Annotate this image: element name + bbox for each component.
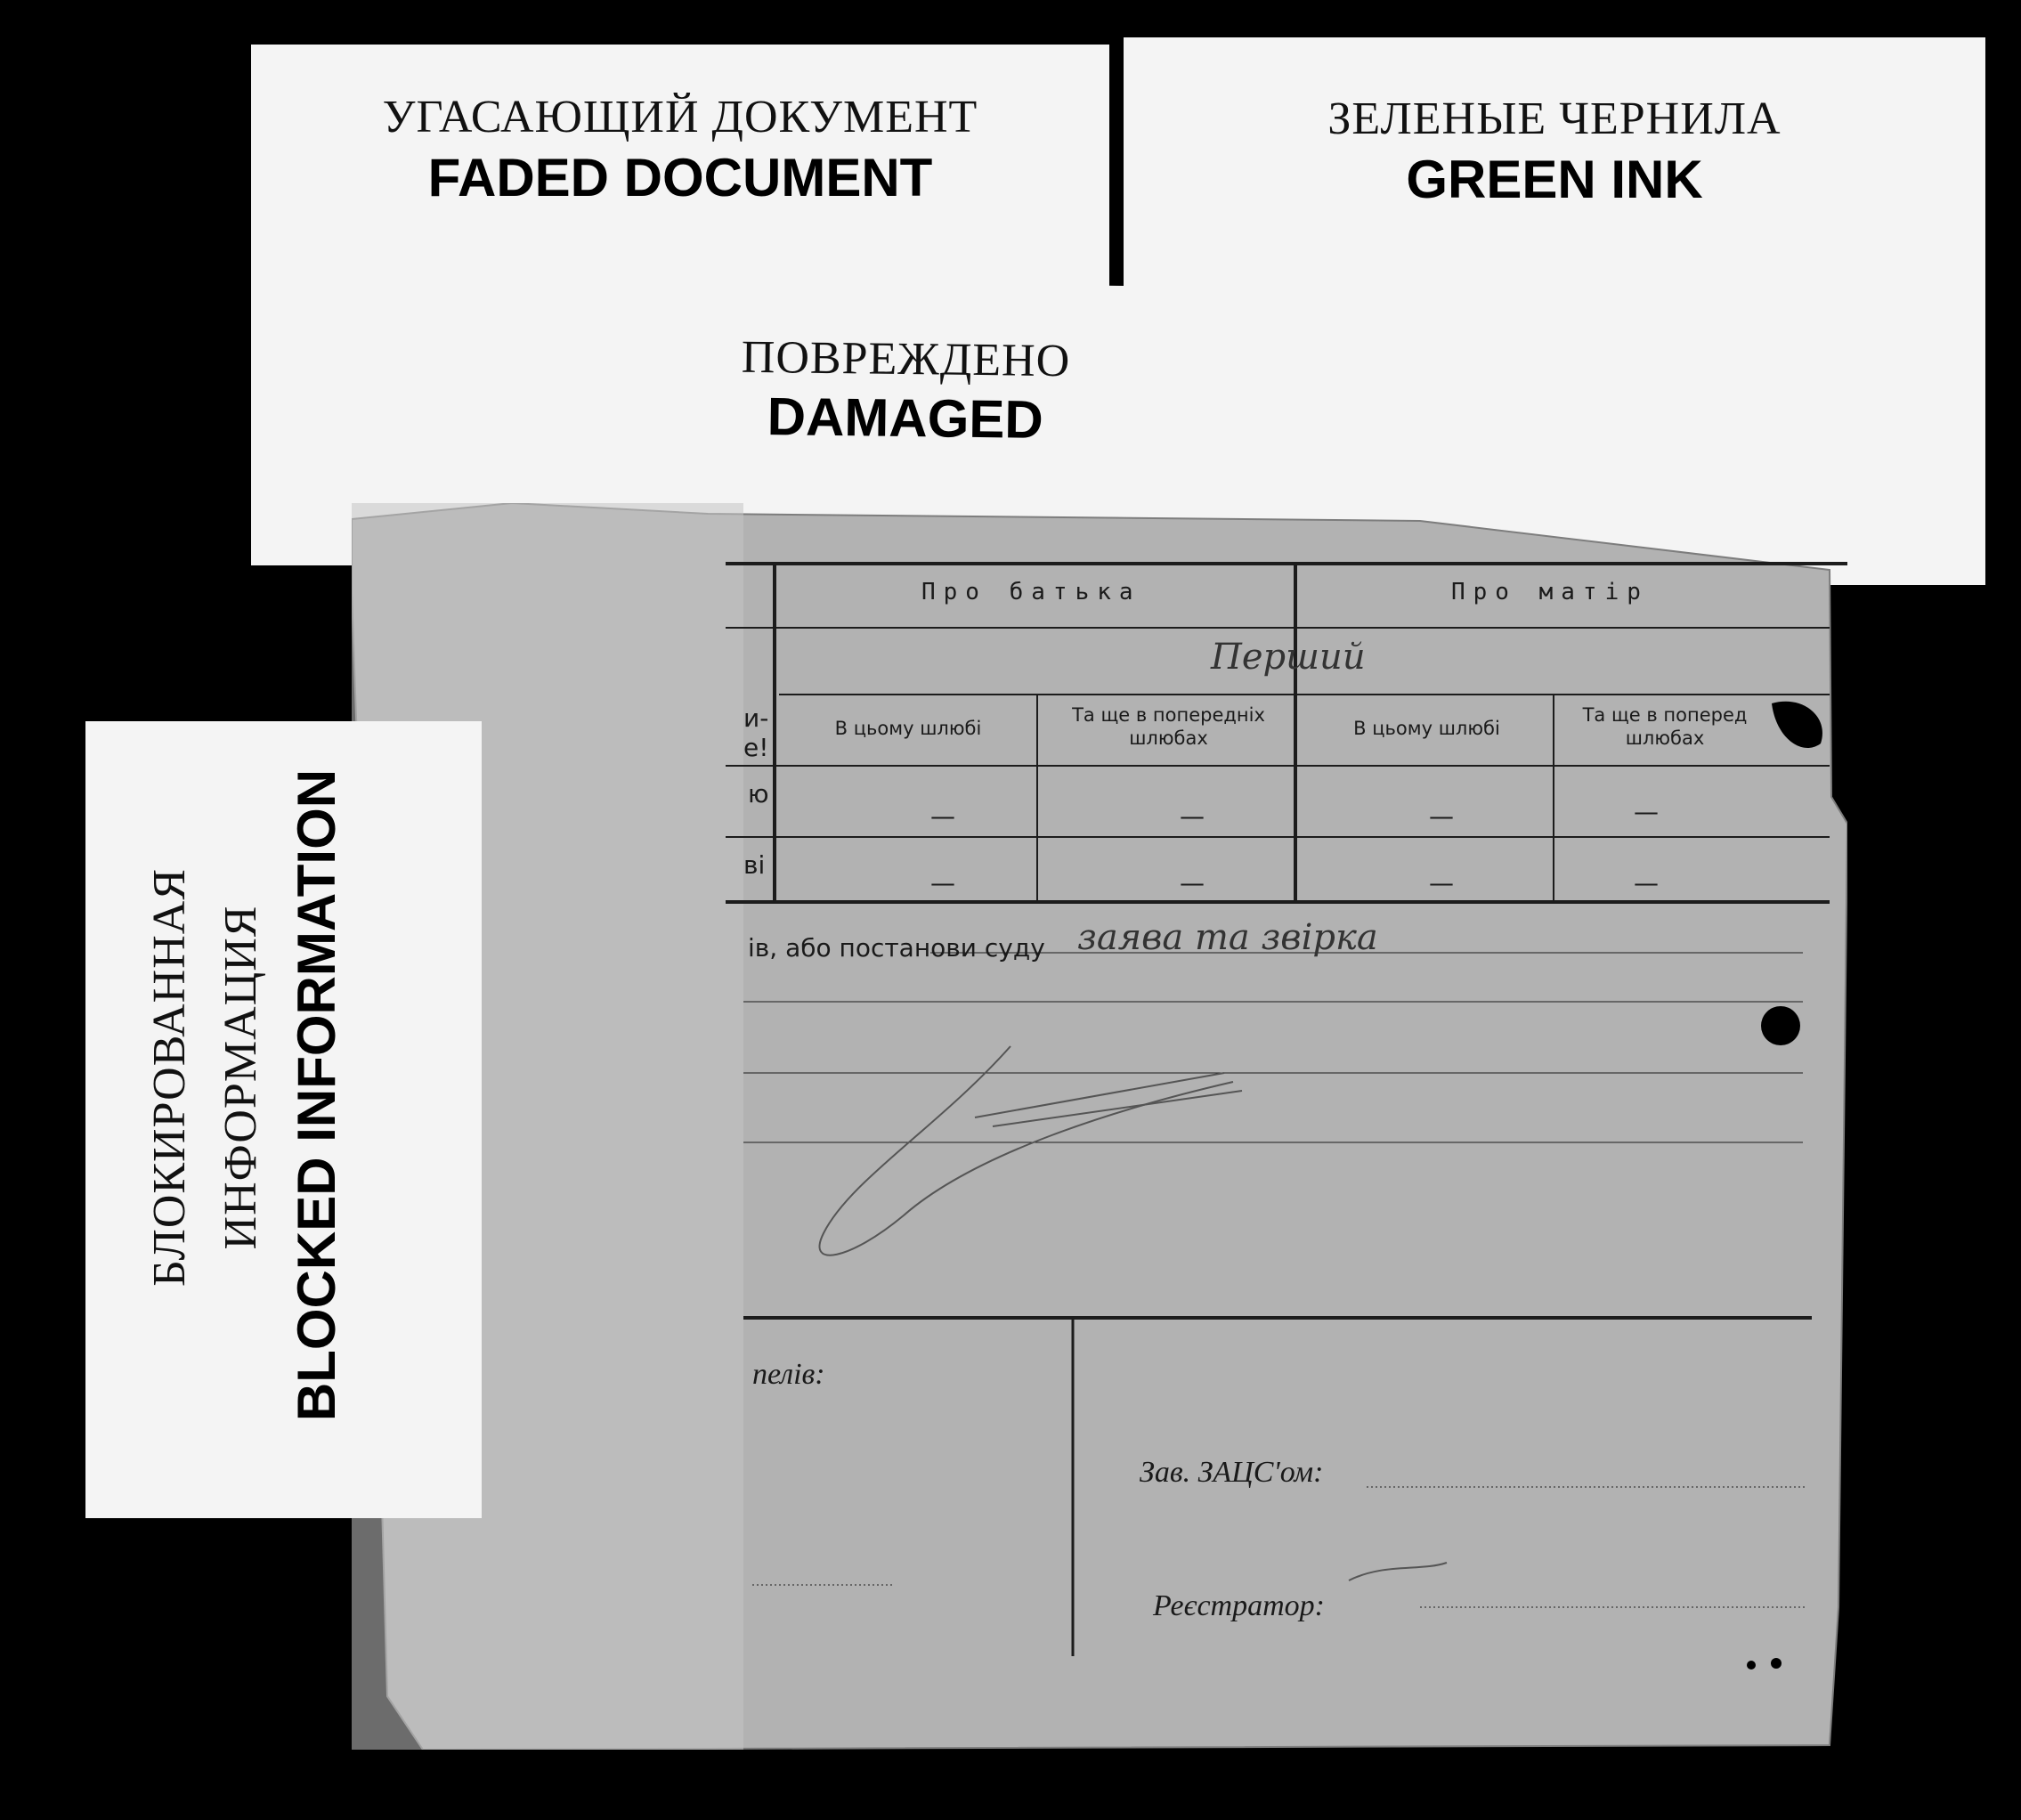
dash-8: — (1634, 868, 1659, 898)
faded-label-ru: УГАСАЮЩИЙ ДОКУМЕНТ (382, 92, 978, 142)
blocked-label-ru-1: БЛОКИРОВАННАЯ (144, 867, 195, 1288)
witnesses-label: пелів: (752, 1358, 825, 1391)
row-label-2: ві (743, 850, 766, 880)
dash-2: — (1180, 801, 1205, 831)
dash-6: — (1180, 868, 1205, 898)
col-mother-this-marriage: В цьому шлюбі (1353, 718, 1500, 739)
dash-3: — (1429, 801, 1454, 831)
dash-1: — (930, 801, 955, 831)
row-label-1: ю (748, 779, 769, 808)
dash-4: — (1634, 797, 1659, 826)
green-label-ru: ЗЕЛЕНЫЕ ЧЕРНИЛА (1327, 93, 1782, 144)
mother-header: Про матір (1451, 579, 1649, 605)
document-page (352, 503, 1847, 1750)
fragment-2: е! (743, 733, 769, 762)
col-father-this-marriage: В цьому шлюбі (834, 718, 982, 739)
handwritten-first: Перший (1211, 637, 1366, 678)
court-line-label: ів, або постанови суду (748, 933, 1045, 963)
dash-7: — (1429, 868, 1454, 898)
blocked-label-ru-2: ИНФОРМАЦИЯ (215, 905, 266, 1250)
col-mother-previous: Та ще в поперед шлюбах (1582, 704, 1748, 749)
document-page-shape (352, 503, 1847, 1750)
blocked-information-label (85, 721, 482, 1518)
dash-5: — (930, 868, 955, 898)
father-header: Про батька (921, 579, 1141, 605)
green-label-en: GREEN INK (1406, 150, 1703, 209)
head-of-registry-label: Зав. ЗАЦС'ом: (1140, 1456, 1324, 1489)
damaged-label (459, 278, 1351, 520)
blocked-label-en: BLOCKED INFORMATION (287, 768, 346, 1422)
punch-hole (1761, 1006, 1800, 1045)
damaged-label-en: DAMAGED (767, 386, 1044, 450)
faded-label-en: FADED DOCUMENT (427, 148, 933, 207)
damaged-label-ru: ПОВРЕЖДЕНО (741, 331, 1071, 387)
court-handwritten: заява та звірка (1077, 917, 1378, 958)
fragment-1: и- (743, 703, 769, 733)
col-father-previous: Та ще в попередніх шлюбах (1072, 704, 1265, 749)
registrar-label: Реєстратор: (1153, 1589, 1325, 1622)
